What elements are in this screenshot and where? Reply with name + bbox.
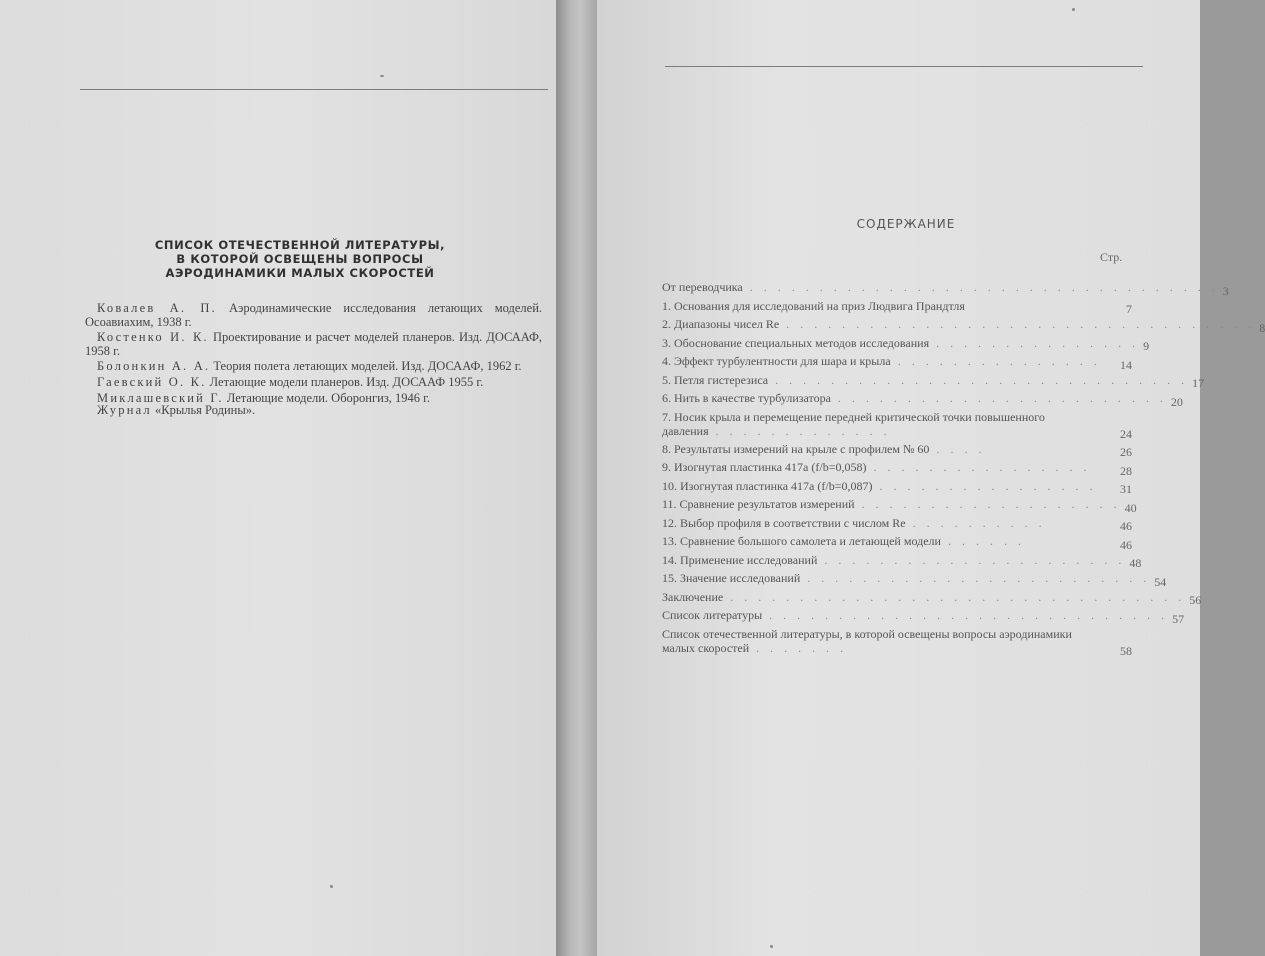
toc-entry[interactable]: 14. Применение исследований . . . . . . . . . . . . . . . . . . . . . . 48 — [662, 552, 1142, 570]
bibliography-author: Журнал — [97, 403, 152, 418]
bibliography-title-line: СПИСОК ОТЕЧЕСТВЕННОЙ ЛИТЕРАТУРЫ, — [154, 238, 446, 252]
toc-entry[interactable]: Список отечественной литературы, в которой освещены вопросы аэродинамики малых скоростей . . . . . . . 58 — [662, 626, 1132, 658]
toc-page-number: 26 — [1120, 445, 1132, 459]
toc-page-number: 20 — [1170, 394, 1183, 409]
toc-page-number: 28 — [1120, 463, 1132, 478]
bibliography-list — [85, 302, 542, 420]
toc-page-number: 31 — [1120, 482, 1132, 496]
toc-entry[interactable]: 10. Изогнутая пластинка 417а (f/b=0,087) . . . . . . . . . . . . . . . . 31 — [662, 478, 1132, 496]
toc-entry[interactable]: 7. Носик крыла и перемещение передней критической точки повышенного давления . . . . . . . . . . . . . 24 — [662, 409, 1132, 441]
toc-entry-title: Заключение — [662, 589, 724, 604]
toc-page-number: 8 — [1259, 320, 1265, 335]
toc-entry[interactable]: 4. Эффект турбулентности для шара и крыла . . . . . . . . . . . . . . . 14 — [662, 354, 1132, 372]
toc-entry[interactable]: 2. Диапазоны чисел Re . . . . . . . . . . . . . . . . . . . . . . . . . . . . . . . . . . 8 — [662, 317, 1265, 335]
toc-entry-title: 4. Эффект турбулентности для шара и крыла — [662, 354, 891, 368]
toc-entry-title: 14. Применение исследований — [662, 552, 818, 567]
page-column-label: Стр. — [1100, 250, 1123, 264]
contents-title: СОДЕРЖАНИЕ — [856, 217, 956, 231]
bibliography-entry — [85, 376, 542, 390]
toc-page-number: 3 — [1222, 283, 1229, 298]
bibliography-author: Миклашевский Г. — [97, 390, 224, 405]
toc-entry-title: 12. Выбор профиля в соответствии с числом Re — [662, 515, 906, 530]
table-of-contents — [662, 280, 1265, 659]
toc-entry-title: 15. Значение исследований — [662, 571, 801, 585]
toc-entry-title: От переводчика — [662, 280, 743, 294]
toc-page-number: 9 — [1143, 339, 1150, 353]
bibliography-author: Костенко И. К. — [97, 330, 209, 345]
toc-entry-title: 8. Результаты измерений на крыле с профилем № 60 — [662, 441, 930, 456]
bibliography-text: Летающие модели планеров. Изд. ДОСААФ 1955 г. — [209, 374, 484, 389]
right-header-rule — [665, 66, 1143, 67]
toc-entry-title: Список литературы — [662, 608, 763, 622]
left-page — [0, 0, 556, 956]
bibliography-title-line: АЭРОДИНАМИКИ МАЛЫХ СКОРОСТЕЙ — [165, 266, 435, 280]
bibliography-title — [145, 238, 455, 280]
toc-entry[interactable]: 11. Сравнение результатов измерений . . . . . . . . . . . . . . . . . . . 40 — [662, 497, 1137, 515]
toc-entry[interactable]: 12. Выбор профиля в соответствии с числом Re . . . . . . . . . . 46 — [662, 515, 1132, 533]
paper-speck — [380, 75, 384, 77]
toc-entry[interactable]: 6. Нить в качестве турбулизатора . . . . . . . . . . . . . . . . . . . . . . . . 20 — [662, 391, 1183, 409]
toc-entry[interactable]: 5. Петля гистерезиса . . . . . . . . . . . . . . . . . . . . . . . . . . . . . . 17 — [662, 372, 1205, 390]
toc-page-number: 24 — [1120, 426, 1132, 441]
toc-entry[interactable]: Заключение . . . . . . . . . . . . . . . . . . . . . . . . . . . . . . . . . 56 — [662, 589, 1202, 607]
bibliography-text: Летающие модели. Оборонгиз, 1946 г. — [226, 390, 430, 405]
toc-entry[interactable]: 15. Значение исследований . . . . . . . . . . . . . . . . . . . . . . . . . 54 — [662, 571, 1167, 589]
toc-entry-title: 13. Сравнение большого самолета и летающей модели — [662, 534, 941, 548]
toc-entry-title: 9. Изогнутая пластинка 417а (f/b=0,058) — [662, 460, 867, 474]
bibliography-text: Теория полета летающих моделей. Изд. ДОСААФ, 1962 г. — [213, 359, 522, 374]
bibliography-text: Аэродинамические исследования летающих моделей. Осоавиахим, 1938 г. — [85, 301, 543, 329]
toc-page-number: 46 — [1120, 537, 1132, 552]
toc-entry[interactable]: 3. Обоснование специальных методов исследования . . . . . . . . . . . . . . . 9 — [662, 335, 1150, 353]
toc-entry-title: 5. Петля гистерезиса — [662, 372, 769, 387]
bibliography-title-line: В КОТОРОЙ ОСВЕЩЕНЫ ВОПРОСЫ — [176, 252, 424, 266]
toc-entry-title: Список отечественной литературы, в которой освещены вопросы аэродинамики малых скоростей — [662, 626, 1072, 655]
paper-speck — [1072, 8, 1075, 11]
paper-speck — [330, 885, 333, 888]
toc-entry-title: 3. Обоснование специальных методов исследования — [662, 335, 930, 350]
toc-page-number: 17 — [1192, 376, 1205, 390]
left-header-rule — [80, 89, 548, 90]
toc-page-number: 56 — [1189, 593, 1202, 607]
bibliography-author: Болонкин А. А. — [97, 359, 211, 374]
toc-page-number: 7 — [1126, 302, 1132, 316]
toc-entry[interactable]: От переводчика . . . . . . . . . . . . . . . . . . . . . . . . . . . . . . . . . . 3 — [662, 280, 1229, 298]
toc-page-number: 40 — [1124, 500, 1137, 515]
paper-speck — [770, 945, 773, 948]
toc-page-number: 54 — [1154, 574, 1167, 589]
toc-page-number: 46 — [1120, 519, 1132, 533]
bibliography-text: Проектирование и расчет моделей планеров. Изд. ДОСААФ, 1958 г. — [85, 330, 542, 358]
toc-page-number: 48 — [1129, 556, 1142, 570]
toc-entry-title: 1. Основания для исследований на приз Людвига Прандтля — [662, 298, 965, 313]
toc-entry-title: 7. Носик крыла и перемещение передней критической точки повышенного давления — [662, 409, 1045, 438]
toc-page-number: 14 — [1120, 357, 1132, 372]
bibliography-entry — [85, 360, 542, 374]
bibliography-entry — [85, 404, 542, 418]
toc-page-number: 58 — [1120, 643, 1132, 658]
toc-entry-title: 6. Нить в качестве турбулизатора — [662, 391, 831, 405]
toc-entry-title: 11. Сравнение результатов измерений — [662, 497, 855, 511]
book-gutter — [556, 0, 597, 956]
toc-entry[interactable]: 13. Сравнение большого самолета и летающей модели . . . . . . 46 — [662, 534, 1132, 552]
bibliography-entry — [85, 331, 542, 358]
toc-page-number: 57 — [1172, 611, 1185, 626]
toc-entry[interactable]: 9. Изогнутая пластинка 417а (f/b=0,058) . . . . . . . . . . . . . . . . 28 — [662, 460, 1132, 478]
bibliography-author: Ковалев А. П. — [97, 301, 217, 315]
bibliography-author: Гаевский О. К. — [97, 374, 207, 389]
toc-entry[interactable]: 8. Результаты измерений на крыле с профилем № 60 . . . . 26 — [662, 441, 1132, 459]
toc-entry[interactable]: Список литературы . . . . . . . . . . . . . . . . . . . . . . . . . . . . . 57 — [662, 608, 1185, 626]
toc-entry-title: 2. Диапазоны чисел Re — [662, 317, 780, 331]
toc-entry-title: 10. Изогнутая пластинка 417а (f/b=0,087) — [662, 478, 873, 493]
bibliography-entry — [85, 302, 542, 329]
toc-entry[interactable] — [662, 299, 1132, 318]
bibliography-text: «Крылья Родины». — [155, 403, 256, 418]
